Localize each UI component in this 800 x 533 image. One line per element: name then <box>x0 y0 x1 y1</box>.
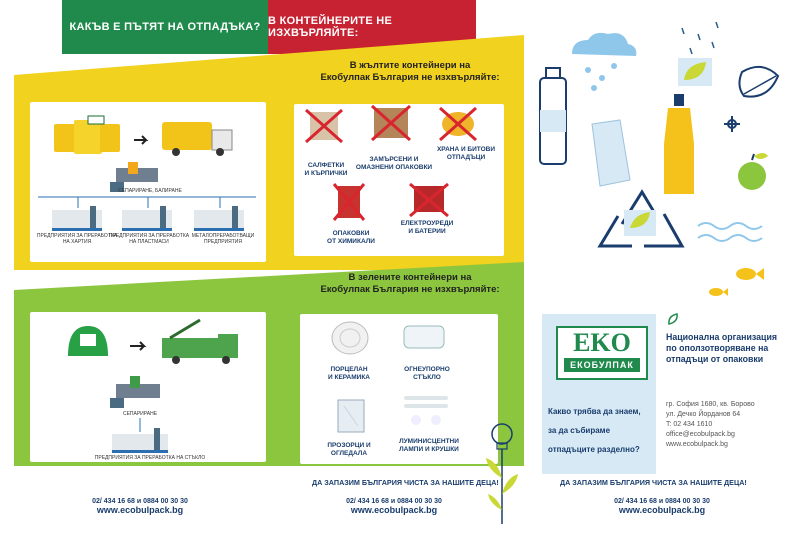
apple-icon <box>738 153 768 190</box>
item-porcelain-line1: ПОРЦЕЛАН <box>330 366 368 373</box>
item-fluorescent-lamps <box>392 438 466 453</box>
plant-label-metal-line2: ПРЕДПРИЯТИЯ <box>203 239 243 245</box>
plant-label-plastic-line1: ПРЕДПРИЯТИЯ ЗА ПРЕРАБОТКА <box>108 233 190 239</box>
org-name <box>666 332 794 365</box>
item-food-waste <box>430 146 502 161</box>
info-question-line3: отпадъците разделно? <box>548 445 640 454</box>
green-items-panel <box>300 314 498 464</box>
address-line1: гр. София 1680, кв. Борово <box>666 401 755 408</box>
fish-icon <box>709 268 764 296</box>
item-napkins-line2: И КЪРПИЧКИ <box>304 169 348 177</box>
chemical-packaging-icon <box>334 184 364 220</box>
footer-right <box>552 498 772 515</box>
item-porcelain <box>316 366 382 381</box>
oil-bottle-icon <box>664 94 694 194</box>
garbage-truck-icon <box>162 122 232 156</box>
napkins-icon <box>306 110 342 142</box>
bottle-icon <box>540 68 566 164</box>
green-sorting-label: СЕПАРИРАНЕ <box>122 411 158 417</box>
plant-label-paper-line2: НА ХАРТИЯ <box>62 239 92 245</box>
info-question <box>548 402 654 459</box>
footer-middle-website[interactable]: www.ecobulpack.bg <box>350 505 438 515</box>
green-process-illustration <box>30 312 266 462</box>
item-chemical-packaging-line1: ОПАКОВКИ <box>332 230 370 237</box>
leaf-logo-icon <box>666 312 680 326</box>
gear-icon <box>724 116 740 132</box>
item-dirty-packaging-line2: ОМАЗНЕНИ ОПАКОВКИ <box>355 163 433 171</box>
item-chemical-packaging <box>316 230 386 245</box>
recycle-arrows-icon <box>600 192 682 246</box>
contact-email[interactable]: office@ecobulpack.bg <box>666 431 735 438</box>
dirty-packaging-icon <box>372 106 410 140</box>
contact-phone: T: 02 434 1610 <box>666 421 713 428</box>
factory-icons <box>52 206 244 231</box>
item-porcelain-line2: И КЕРАМИКА <box>328 373 370 381</box>
item-food-waste-line1: ХРАНА И БИТОВИ <box>436 146 496 153</box>
item-fireproof-glass <box>390 366 464 381</box>
slogan-right: ДА ЗАПАЗИМ БЪЛГАРИЯ ЧИСТА ЗА НАШИТЕ ДЕЦА! <box>560 478 747 487</box>
logo-main-text: EKO <box>573 328 631 357</box>
item-napkins <box>294 162 358 177</box>
slogan-left: ДА ЗАПАЗИМ БЪЛГАРИЯ ЧИСТА ЗА НАШИТЕ ДЕЦА! <box>312 478 499 487</box>
org-line1: Национална организация <box>666 332 778 342</box>
plant-label-metal <box>180 233 266 245</box>
raindrops-icon <box>682 22 718 54</box>
item-food-waste-line2: ОТПАДЪЦИ <box>446 153 486 161</box>
yellow-caption-line1: В жълтите контейнери на <box>349 60 471 71</box>
org-line2: по оползотворяване на <box>666 343 769 353</box>
glass-sorting-machine-icon <box>110 376 160 408</box>
item-electronics-line1: ЕЛЕКТРОУРЕДИ <box>400 220 454 227</box>
lightbulb-plant-icon <box>480 418 524 528</box>
info-question-line2: за да събираме <box>548 426 611 435</box>
ecobulpack-logo <box>556 326 648 380</box>
electronics-batteries-icon <box>410 184 448 216</box>
item-fluorescent-lamps-line1: ЛУМИНИСЦЕНТНИ <box>399 438 459 445</box>
item-dirty-packaging-line1: ЗАМЪРСЕНИ И <box>369 156 419 163</box>
yellow-sorting-label: СЕПАРИРАНЕ, БАЛИРАНЕ <box>118 188 182 194</box>
leaf-box-icon <box>678 58 712 86</box>
item-windows-mirrors <box>316 442 382 457</box>
yellow-caption-line2: Екобулпак България не изхвърляйте: <box>320 72 500 83</box>
item-chemical-packaging-line2: ОТ ХИМИКАЛИ <box>327 237 375 245</box>
contact-info <box>666 400 796 450</box>
fireproof-glass-icon <box>404 326 444 348</box>
crane-truck-icon <box>162 320 238 364</box>
cloud-icon <box>572 33 636 91</box>
org-line3: отпадъци от опаковки <box>666 354 764 364</box>
yellow-containers-icon <box>54 116 120 154</box>
green-caption-line2: Екобулпак България не изхвърляйте: <box>320 284 500 295</box>
contact-site[interactable]: www.ecobulpack.bg <box>666 441 728 448</box>
footer-left-phones: 02/ 434 16 68 и 0884 00 30 30 <box>92 498 188 505</box>
plant-label-plastic-line2: НА ПЛАСТМАСИ <box>129 239 169 245</box>
glass-plant-label: ПРЕДПРИЯТИЯ ЗА ПРЕРАБОТКА НА СТЪКЛО <box>94 455 206 461</box>
address-line2: ул. Дечко Йорданов 64 <box>666 411 741 418</box>
logo-sub-text: ЕКОБУЛПАК <box>564 358 640 372</box>
plant-label-paper-line1: ПРЕДПРИЯТИЯ ЗА ПРЕРАБОТКА <box>36 233 118 239</box>
header-question: КАКЪВ Е ПЪТЯТ НА ОТПАДЪКА? <box>62 0 268 54</box>
item-electronics-line2: И БАТЕРИИ <box>408 227 446 235</box>
item-electronics <box>392 220 462 235</box>
footer-left <box>30 498 250 515</box>
waves-icon <box>698 223 762 241</box>
eco-illustrations <box>532 14 800 304</box>
plant-label-metal-line1: МЕТАЛОПРЕРАБОТВАЩИ <box>191 233 255 239</box>
header-warning: В КОНТЕЙНЕРИТЕ НЕ ИЗХВЪРЛЯЙТЕ: <box>268 0 476 54</box>
item-windows-mirrors-line1: ПРОЗОРЦИ И <box>327 442 371 449</box>
footer-middle-phones: 02/ 434 16 68 и 0884 00 30 30 <box>346 498 442 505</box>
item-windows-mirrors-line2: ОГЛЕДАЛА <box>330 449 368 457</box>
info-question-line1: Какво трябва да знаем, <box>548 407 641 416</box>
fluorescent-lamps-icon <box>404 396 448 425</box>
green-caption-line1: В зелените контейнери на <box>348 272 472 283</box>
windows-mirrors-icon <box>338 400 364 432</box>
footer-middle <box>284 498 504 515</box>
item-fireproof-glass-line1: ОГНЕУПОРНО <box>404 366 450 373</box>
food-waste-icon <box>440 108 476 140</box>
item-napkins-line1: САЛФЕТКИ <box>307 162 345 169</box>
footer-right-phones: 02/ 434 16 68 и 0884 00 30 30 <box>614 498 710 505</box>
yellow-items-panel <box>294 104 504 256</box>
yellow-process-panel <box>30 102 266 262</box>
item-fireproof-glass-line2: СТЪКЛО <box>413 373 441 381</box>
green-igloo-container-icon <box>68 326 108 356</box>
yellow-caption <box>300 60 520 84</box>
footer-right-website[interactable]: www.ecobulpack.bg <box>618 505 706 515</box>
leaf-outline-icon <box>739 67 778 97</box>
green-process-panel <box>30 312 266 462</box>
green-caption <box>300 272 520 296</box>
item-dirty-packaging <box>354 156 434 171</box>
footer-left-website[interactable]: www.ecobulpack.bg <box>96 505 184 515</box>
item-fluorescent-lamps-line2: ЛАМПИ И КРУШКИ <box>399 445 459 453</box>
paper-sheet-icon <box>592 120 630 186</box>
porcelain-icon <box>332 322 368 354</box>
